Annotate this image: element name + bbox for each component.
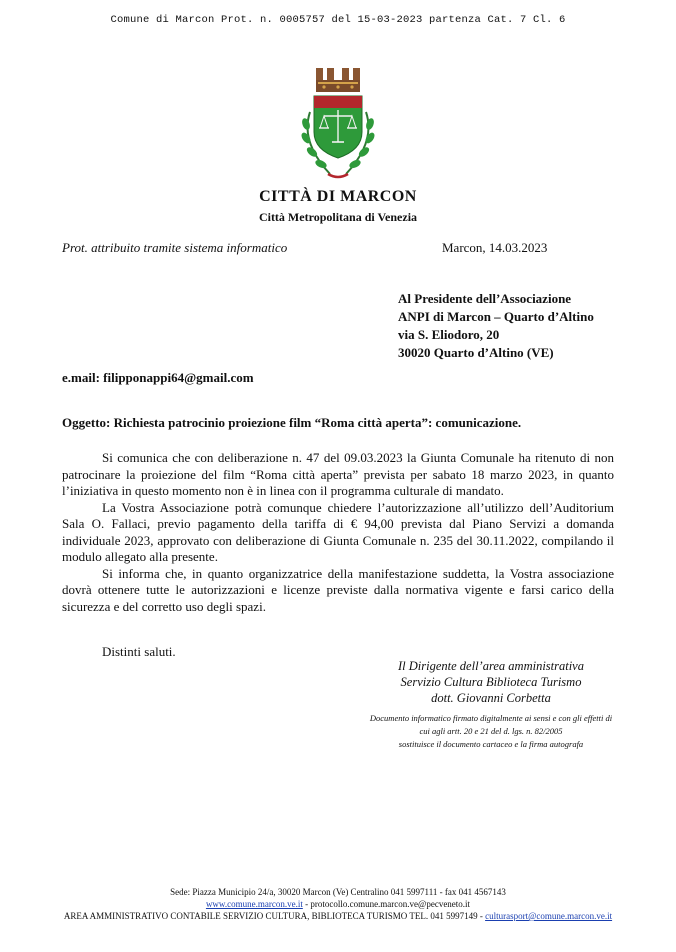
recipient-line: ANPI di Marcon – Quarto d’Altino	[398, 309, 594, 324]
body-paragraph: La Vostra Associazione potrà comunque chiedere l’autorizzazione all’utilizzo dell’Auditorium Sala O. Fallaci, previo pagamento della tariffa di € 94,00 prevista dal Piano Servizi a domanda individuale 2023, approvato con deliberazione di Giunta Comunale n. 235 del 30.11.2022, compilando il modulo allegato alla presente.	[62, 499, 614, 564]
protocol-stamp: Comune di Marcon Prot. n. 0005757 del 15-03-2023 partenza Cat. 7 Cl. 6	[110, 14, 566, 26]
recipient-line: via S. Eliodoro, 20	[398, 327, 500, 342]
closing-salutation: Distinti saluti.	[102, 644, 176, 659]
footer-pec: - protocollo.comune.marcon.ve@pecveneto.it	[302, 899, 471, 909]
page-footer	[0, 886, 676, 922]
shield-icon	[314, 96, 362, 158]
letter-date: Marcon, 14.03.2023	[442, 240, 548, 255]
website-link[interactable]: www.comune.marcon.ve.it	[205, 899, 303, 909]
city-coat-of-arms	[290, 62, 386, 186]
city-name-prefix: CITTÀ DI	[259, 188, 341, 205]
city-subtitle: Città Metropolitana di Venezia	[258, 210, 418, 224]
signature-block	[356, 658, 626, 706]
footer-address: Sede: Piazza Municipio 24/a, 30020 Marcon (Ve) Centralino 041 5997111 - fax 041 4567143	[170, 887, 506, 897]
recipient-line: 30020 Quarto d’Altino (VE)	[398, 345, 554, 360]
protocol-note: Prot. attribuito tramite sistema informatico	[62, 240, 288, 255]
digital-note-line: cui agli artt. 20 e 21 del d. lgs. n. 82/2005	[419, 726, 563, 736]
digital-note-line: Documento informatico firmato digitalmente ai sensi e con gli effetti di	[369, 713, 613, 723]
letter-subject: Oggetto: Richiesta patrocinio proiezione film “Roma città aperta”: comunicazione.	[62, 415, 522, 430]
footer-office-text: AREA AMMINISTRATIVO CONTABILE SERVIZIO CULTURA, BIBLIOTECA TURISMO TEL. 041 5997149 -	[63, 911, 486, 921]
digital-signature-note	[350, 712, 632, 751]
city-name-main: MARCON	[340, 188, 417, 205]
signature-line: Il Dirigente dell’area amministrativa	[398, 659, 584, 673]
city-name	[0, 188, 676, 206]
letter-body	[62, 450, 614, 615]
office-email-link[interactable]: culturasport@comune.marcon.ve.it	[485, 911, 613, 921]
recipient-address	[398, 290, 594, 362]
body-paragraph: Si comunica che con deliberazione n. 47 del 09.03.2023 la Giunta Comunale ha ritenuto di non patrocinare la proiezione del film “Roma città aperta” prevista per sabato 18 marzo 2023, in quanto l’iniziativa in questo momento non è in linea con il programma culturale di mandato.	[62, 450, 614, 498]
crown-icon	[316, 68, 360, 92]
digital-note-line: sostituisce il documento cartaceo e la firma autografa	[398, 739, 584, 749]
recipient-line: Al Presidente dell’Associazione	[398, 291, 572, 306]
recipient-email: e.mail: filipponappi64@gmail.com	[62, 370, 254, 385]
body-paragraph: Si informa che, in quanto organizzatrice della manifestazione suddetta, la Vostra associazione dovrà ottenere tutte le autorizzazioni e licenze previste dalla normativa vigente e farsi carico della sicurezza e del corretto uso degli spazi.	[62, 565, 614, 614]
signature-line: Servizio Cultura Biblioteca Turismo	[400, 675, 582, 689]
footer-office-line	[0, 910, 676, 922]
footer-web-line	[0, 898, 676, 910]
signature-line: dott. Giovanni Corbetta	[431, 691, 551, 705]
